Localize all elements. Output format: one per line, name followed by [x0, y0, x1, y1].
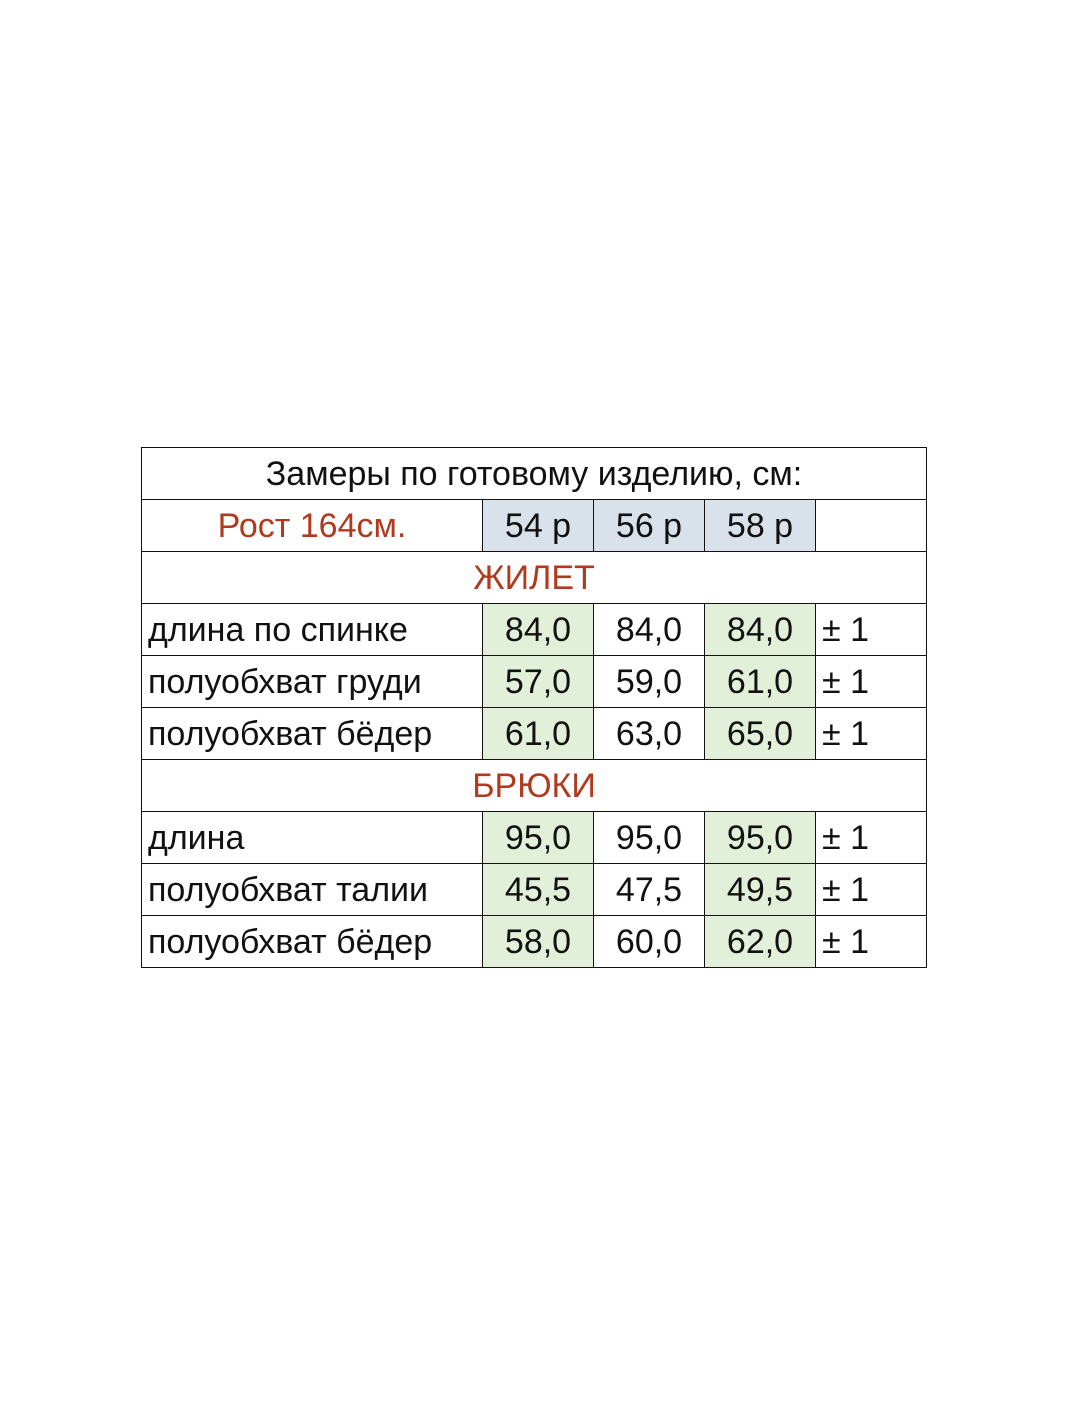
tolerance-cell: ± 1	[816, 708, 927, 760]
value-cell: 58,0	[483, 916, 594, 968]
tolerance-cell: ± 1	[816, 812, 927, 864]
value-cell: 61,0	[705, 656, 816, 708]
section-title-vest: ЖИЛЕТ	[142, 552, 927, 604]
value-cell: 95,0	[483, 812, 594, 864]
table-title-row	[142, 448, 927, 500]
value-cell: 59,0	[594, 656, 705, 708]
value-cell: 65,0	[705, 708, 816, 760]
value-cell: 84,0	[483, 604, 594, 656]
value-cell: 95,0	[705, 812, 816, 864]
size-header-54: 54 р	[483, 500, 594, 552]
value-cell: 63,0	[594, 708, 705, 760]
height-label: Рост 164см.	[142, 500, 483, 552]
table-row	[142, 916, 927, 968]
value-cell: 47,5	[594, 864, 705, 916]
value-cell: 45,5	[483, 864, 594, 916]
section-header-row	[142, 760, 927, 812]
row-label: полуобхват груди	[142, 656, 483, 708]
row-label: длина	[142, 812, 483, 864]
empty-header-cell	[816, 500, 927, 552]
table-row	[142, 708, 927, 760]
value-cell: 95,0	[594, 812, 705, 864]
table-row	[142, 864, 927, 916]
size-header-row	[142, 500, 927, 552]
value-cell: 84,0	[705, 604, 816, 656]
measurements-table	[141, 447, 927, 968]
section-header-row	[142, 552, 927, 604]
size-header-58: 58 р	[705, 500, 816, 552]
value-cell: 60,0	[594, 916, 705, 968]
size-header-56: 56 р	[594, 500, 705, 552]
row-label: полуобхват бёдер	[142, 916, 483, 968]
row-label: полуобхват талии	[142, 864, 483, 916]
value-cell: 57,0	[483, 656, 594, 708]
row-label: полуобхват бёдер	[142, 708, 483, 760]
tolerance-cell: ± 1	[816, 604, 927, 656]
value-cell: 61,0	[483, 708, 594, 760]
section-title-trousers: БРЮКИ	[142, 760, 927, 812]
tolerance-cell: ± 1	[816, 656, 927, 708]
table-title: Замеры по готовому изделию, см:	[142, 448, 927, 500]
table-row	[142, 656, 927, 708]
row-label: длина по спинке	[142, 604, 483, 656]
table-row	[142, 812, 927, 864]
value-cell: 62,0	[705, 916, 816, 968]
value-cell: 49,5	[705, 864, 816, 916]
tolerance-cell: ± 1	[816, 864, 927, 916]
tolerance-cell: ± 1	[816, 916, 927, 968]
value-cell: 84,0	[594, 604, 705, 656]
table-row	[142, 604, 927, 656]
